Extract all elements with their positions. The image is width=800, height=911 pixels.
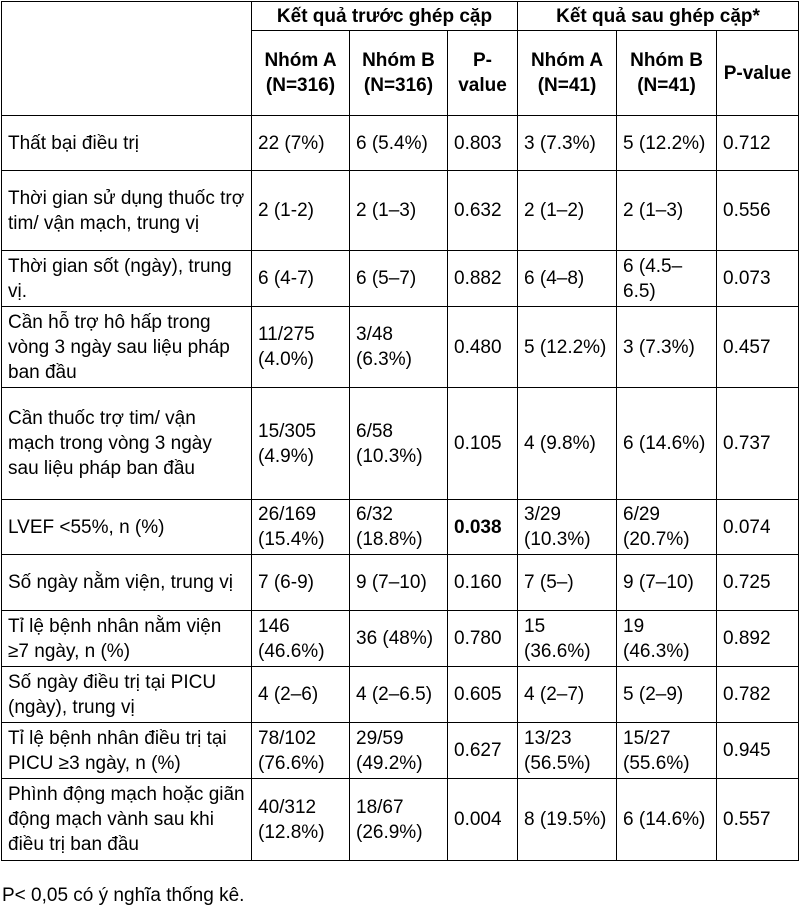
cell-before-p: 0.480: [448, 307, 518, 388]
row-label: Cần hỗ trợ hô hấp trong vòng 3 ngày sau liệu pháp ban đầu: [2, 307, 252, 388]
table-row: [2, 500, 799, 555]
cell-after-a: 3/29 (10.3%): [518, 500, 617, 555]
cell-after-a: 15 (36.6%): [518, 611, 617, 667]
cell-before-a: 26/169 (15.4%): [252, 500, 350, 555]
cell-after-b: 6 (14.6%): [617, 388, 717, 500]
cell-before-b: 4 (2–6.5): [350, 667, 448, 723]
cell-before-b: 6/32 (18.8%): [350, 500, 448, 555]
cell-after-b: 19 (46.3%): [617, 611, 717, 667]
row-label: LVEF <55%, n (%): [2, 500, 252, 555]
cell-before-a: 40/312 (12.8%): [252, 779, 350, 861]
row-label: Thất bại điều trị: [2, 116, 252, 171]
cell-after-a: 4 (9.8%): [518, 388, 617, 500]
row-label: Số ngày điều trị tại PICU (ngày), trung vị: [2, 667, 252, 723]
cell-after-a: 13/23 (56.5%): [518, 723, 617, 779]
cell-before-p: 0.105: [448, 388, 518, 500]
cell-before-p-significant: 0.038: [448, 500, 518, 555]
row-label: Phình động mạch hoặc giãn động mạch vành sau khi điều trị ban đầu: [2, 779, 252, 861]
cell-after-a: 5 (12.2%): [518, 307, 617, 388]
cell-before-b: 3/48 (6.3%): [350, 307, 448, 388]
table-row: [2, 251, 799, 307]
cell-after-b: 9 (7–10): [617, 555, 717, 611]
cell-after-p: 0.557: [717, 779, 799, 861]
table-row: [2, 171, 799, 251]
cell-before-p: 0.780: [448, 611, 518, 667]
cell-after-p: 0.945: [717, 723, 799, 779]
cell-before-p: 0.160: [448, 555, 518, 611]
cell-after-p: 0.712: [717, 116, 799, 171]
cell-after-p: 0.737: [717, 388, 799, 500]
table-row: [2, 116, 799, 171]
table-row: [2, 307, 799, 388]
cell-before-p: 0.882: [448, 251, 518, 307]
cell-after-b: 5 (2–9): [617, 667, 717, 723]
cell-after-a: 7 (5–): [518, 555, 617, 611]
cell-after-a: 4 (2–7): [518, 667, 617, 723]
cell-before-b: 9 (7–10): [350, 555, 448, 611]
cell-before-b: 2 (1–3): [350, 171, 448, 251]
cell-before-a: 7 (6-9): [252, 555, 350, 611]
table-row: [2, 611, 799, 667]
cell-after-b: 6/29 (20.7%): [617, 500, 717, 555]
after-group-b-header: Nhóm B (N=41): [617, 31, 717, 116]
cell-after-b: 6 (4.5–6.5): [617, 251, 717, 307]
cell-before-b: 18/67 (26.9%): [350, 779, 448, 861]
cell-after-p: 0.074: [717, 500, 799, 555]
cell-after-a: 8 (19.5%): [518, 779, 617, 861]
corner-cell: [2, 2, 252, 116]
cell-before-p: 0.803: [448, 116, 518, 171]
row-label: Thời gian sốt (ngày), trung vị.: [2, 251, 252, 307]
cell-after-p: 0.892: [717, 611, 799, 667]
cell-after-b: 15/27 (55.6%): [617, 723, 717, 779]
cell-before-b: 36 (48%): [350, 611, 448, 667]
table-row: [2, 779, 799, 861]
group-before-header: Kết quả trước ghép cặp: [252, 2, 518, 31]
group-after-header: Kết quả sau ghép cặp*: [518, 2, 799, 31]
table-row: [2, 723, 799, 779]
row-label: Thời gian sử dụng thuốc trợ tim/ vận mạch, trung vị: [2, 171, 252, 251]
row-label: Tỉ lệ bệnh nhân điều trị tại PICU ≥3 ngày, n (%): [2, 723, 252, 779]
cell-before-a: 4 (2–6): [252, 667, 350, 723]
cell-before-b: 29/59 (49.2%): [350, 723, 448, 779]
row-label: Tỉ lệ bệnh nhân nằm viện ≥7 ngày, n (%): [2, 611, 252, 667]
cell-after-b: 2 (1–3): [617, 171, 717, 251]
cell-before-a: 22 (7%): [252, 116, 350, 171]
cell-before-a: 78/102 (76.6%): [252, 723, 350, 779]
cell-before-p: 0.605: [448, 667, 518, 723]
cell-after-a: 3 (7.3%): [518, 116, 617, 171]
cell-before-a: 146 (46.6%): [252, 611, 350, 667]
cell-after-p: 0.782: [717, 667, 799, 723]
cell-after-b: 6 (14.6%): [617, 779, 717, 861]
footnote: P< 0,05 có ý nghĩa thống kê.: [2, 885, 245, 906]
results-table: [1, 1, 799, 861]
before-p-value-header: P-value: [448, 31, 518, 116]
cell-after-p: 0.457: [717, 307, 799, 388]
row-label: Cần thuốc trợ tim/ vận mạch trong vòng 3 ngày sau liệu pháp ban đầu: [2, 388, 252, 500]
cell-before-b: 6/58 (10.3%): [350, 388, 448, 500]
cell-before-p: 0.627: [448, 723, 518, 779]
cell-before-p: 0.632: [448, 171, 518, 251]
cell-after-b: 3 (7.3%): [617, 307, 717, 388]
cell-before-a: 6 (4-7): [252, 251, 350, 307]
after-p-value-header: P-value: [717, 31, 799, 116]
after-group-a-header: Nhóm A (N=41): [518, 31, 617, 116]
cell-after-p: 0.556: [717, 171, 799, 251]
cell-before-a: 15/305 (4.9%): [252, 388, 350, 500]
table-row: [2, 388, 799, 500]
before-group-b-header: Nhóm B (N=316): [350, 31, 448, 116]
before-group-a-header: Nhóm A (N=316): [252, 31, 350, 116]
cell-after-a: 2 (1–2): [518, 171, 617, 251]
cell-after-b: 5 (12.2%): [617, 116, 717, 171]
cell-before-b: 6 (5.4%): [350, 116, 448, 171]
cell-after-p: 0.725: [717, 555, 799, 611]
table-row: [2, 555, 799, 611]
cell-before-b: 6 (5–7): [350, 251, 448, 307]
row-label: Số ngày nằm viện, trung vị: [2, 555, 252, 611]
cell-after-a: 6 (4–8): [518, 251, 617, 307]
cell-before-a: 11/275 (4.0%): [252, 307, 350, 388]
cell-before-a: 2 (1-2): [252, 171, 350, 251]
cell-after-p: 0.073: [717, 251, 799, 307]
cell-before-p: 0.004: [448, 779, 518, 861]
table-row: [2, 667, 799, 723]
